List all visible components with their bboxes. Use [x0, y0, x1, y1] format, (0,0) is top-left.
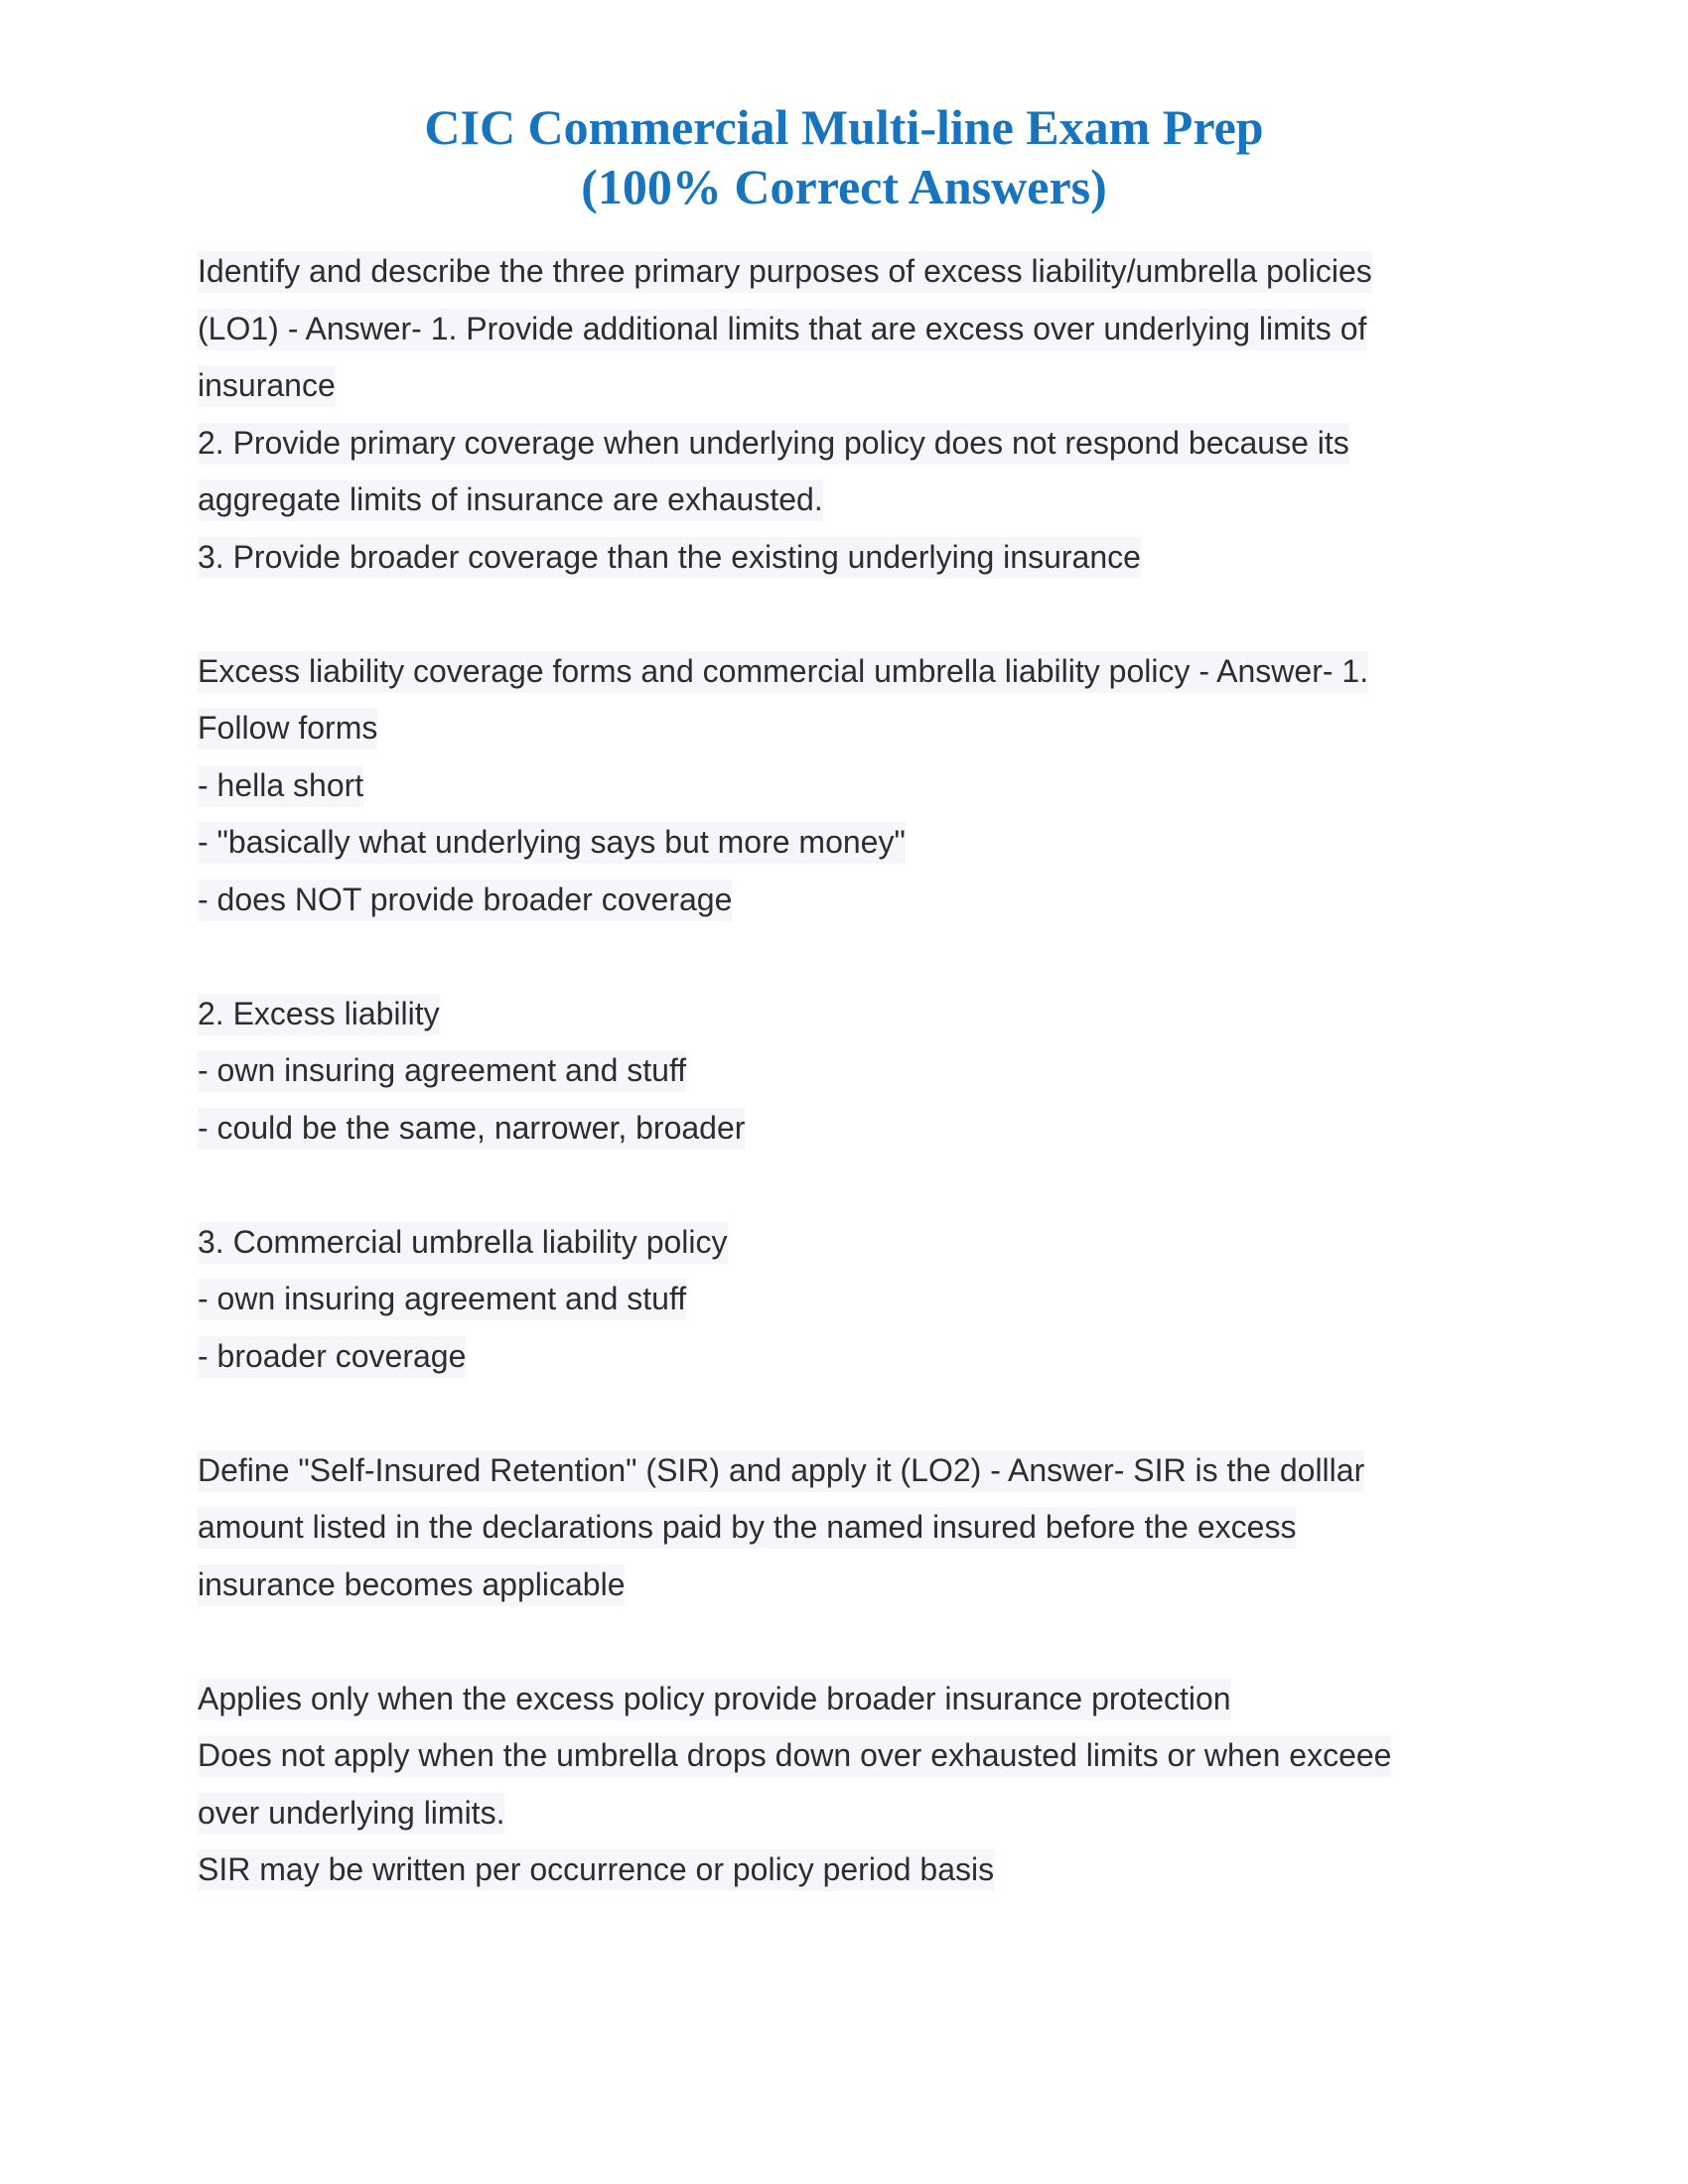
blank-line: [198, 1157, 1488, 1214]
text-line: SIR may be written per occurrence or policy period basis: [198, 1842, 1488, 1899]
text-line: (LO1) - Answer- 1. Provide additional limits that are excess over underlying limits of: [198, 301, 1488, 358]
text-line: - does NOT provide broader coverage: [198, 872, 1488, 929]
text-line: insurance: [198, 357, 1488, 415]
text-line: 3. Commercial umbrella liability policy: [198, 1214, 1488, 1272]
title-line-2: (100% Correct Answers): [581, 159, 1107, 214]
text-line: 3. Provide broader coverage than the existing underlying insurance: [198, 529, 1488, 587]
text-line: Define "Self-Insured Retention" (SIR) and apply it (LO2) - Answer- SIR is the dolllar: [198, 1442, 1488, 1500]
text-line: 2. Excess liability: [198, 986, 1488, 1043]
text-line: aggregate limits of insurance are exhausted.: [198, 472, 1488, 529]
text-line: Does not apply when the umbrella drops down over exhausted limits or when exceee: [198, 1727, 1488, 1785]
text-line: - hella short: [198, 757, 1488, 815]
text-line: over underlying limits.: [198, 1785, 1488, 1843]
blank-line: [198, 1385, 1488, 1442]
blank-line: [198, 1613, 1488, 1671]
text-line: Applies only when the excess policy provide broader insurance protection: [198, 1671, 1488, 1728]
text-line: amount listed in the declarations paid by the named insured before the excess: [198, 1499, 1488, 1557]
blank-line: [198, 928, 1488, 986]
text-line: Follow forms: [198, 700, 1488, 757]
text-line: - broader coverage: [198, 1328, 1488, 1386]
title-line-1: CIC Commercial Multi-line Exam Prep: [424, 99, 1264, 155]
text-line: - "basically what underlying says but more money": [198, 814, 1488, 872]
text-line: - could be the same, narrower, broader: [198, 1100, 1488, 1158]
text-line: - own insuring agreement and stuff: [198, 1271, 1488, 1328]
document-title: [0, 97, 1688, 216]
text-line: - own insuring agreement and stuff: [198, 1042, 1488, 1100]
text-line: Excess liability coverage forms and commercial umbrella liability policy - Answer- 1.: [198, 643, 1488, 701]
text-line: Identify and describe the three primary purposes of excess liability/umbrella policies: [198, 243, 1488, 301]
text-line: 2. Provide primary coverage when underlying policy does not respond because its: [198, 415, 1488, 473]
text-line: insurance becomes applicable: [198, 1557, 1488, 1614]
document-body: [198, 243, 1488, 1899]
blank-line: [198, 586, 1488, 643]
